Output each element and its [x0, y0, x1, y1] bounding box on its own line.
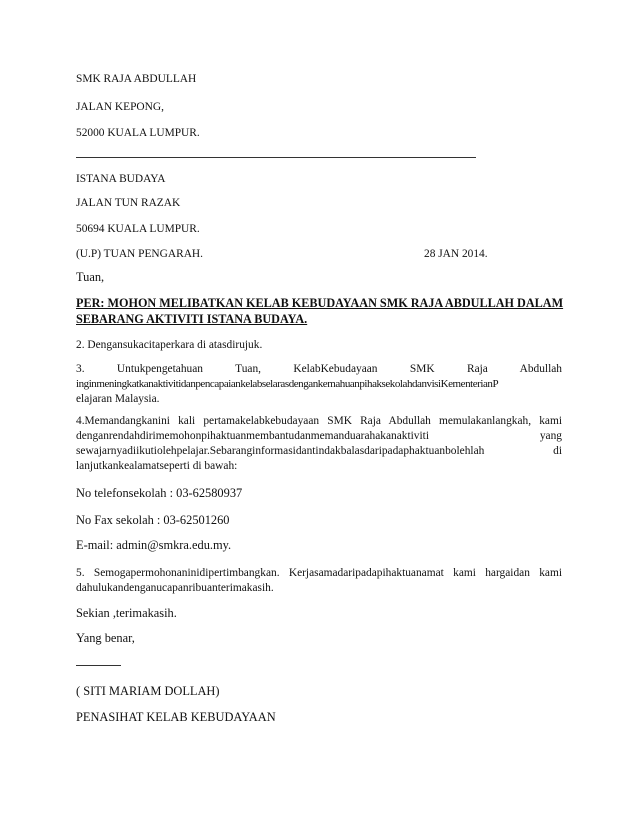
letter-date: 28 JAN 2014.	[424, 248, 488, 260]
signer-title: PENASIHAT KELAB KEBUDAYAAN	[76, 710, 276, 724]
paragraph-4-line-3: sewajarnyadiikutiolehpelajar.Sebaranginformasidantindakbalasdaripadaphaktuanbolehlah di	[76, 445, 562, 457]
closing-thanks: Sekian ,terimakasih.	[76, 606, 177, 620]
paragraph-4-line-2: denganrendahdirimemohonpihaktuanmembantudanmemanduarahakanaktiviti yang	[76, 430, 562, 442]
attention-line: (U.P) TUAN PENGARAH.	[76, 248, 203, 260]
sender-name: SMK RAJA ABDULLAH	[76, 73, 197, 85]
closing-regards: Yang benar,	[76, 631, 135, 645]
signature-line	[76, 665, 121, 666]
school-fax: No Fax sekolah : 03-62501260	[76, 513, 230, 527]
paragraph-4-line-1: 4.Memandangkanini kali pertamakelabkebudayaan SMK Raja Abdullah memulakanlangkah, kami	[76, 415, 562, 427]
separator-line	[76, 157, 476, 158]
sender-street: JALAN KEPONG,	[76, 101, 164, 113]
school-email: E-mail: admin@smkra.edu.my.	[76, 538, 232, 552]
recipient-city: 50694 KUALA LUMPUR.	[76, 223, 200, 235]
subject-line-2: SEBARANG AKTIVITI ISTANA BUDAYA.	[76, 312, 308, 326]
paragraph-5-line-1: 5. Semogapermohonaninidipertimbangkan. Kerjasamadaripadapihaktuanamat kami hargaidan kami	[76, 567, 562, 579]
paragraph-2: 2. Dengansukacitaperkara di atasdirujuk.	[76, 339, 263, 351]
paragraph-3-line-3: elajaran Malaysia.	[76, 393, 160, 405]
subject-line-1: PER: MOHON MELIBATKAN KELAB KEBUDAYAAN SMK RAJA ABDULLAH DALAM	[76, 296, 564, 310]
salutation: Tuan,	[76, 270, 105, 284]
paragraph-5-line-2: dahulukandenganucapanribuanterimakasih.	[76, 582, 274, 594]
recipient-street: JALAN TUN RAZAK	[76, 197, 181, 209]
sender-city: 52000 KUALA LUMPUR.	[76, 127, 200, 139]
paragraph-3-line-1: 3. Untukpengetahuan Tuan, KelabKebudayaan SMK Raja Abdullah	[76, 363, 562, 375]
paragraph-3-line-2: inginmeningkatkanaktivitidanpencapaiankelabselarasdengankemahuanpihaksekolahdanvisiKementerianP	[76, 378, 499, 390]
signer-name: ( SITI MARIAM DOLLAH)	[76, 684, 220, 698]
school-phone: No telefonsekolah : 03-62580937	[76, 486, 243, 500]
recipient-name: ISTANA BUDAYA	[76, 173, 166, 185]
paragraph-4-line-4: lanjutkankealamatseperti di bawah:	[76, 460, 238, 472]
